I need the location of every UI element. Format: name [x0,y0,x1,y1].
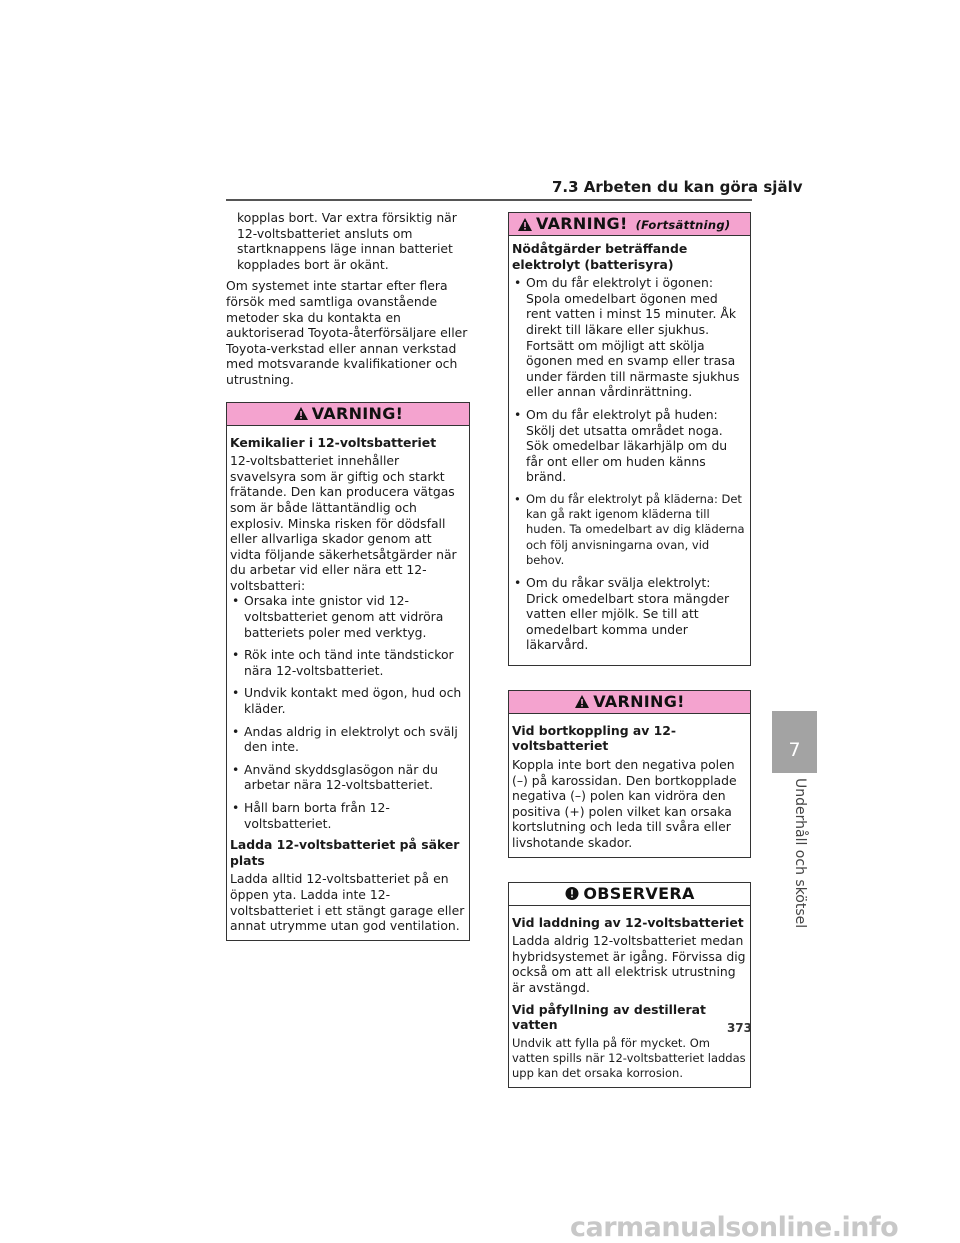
notice-label: OBSERVERA [583,883,695,903]
notice-header [509,883,750,906]
warning-header [227,403,469,426]
warning-heading: Nödåtgärder beträffande elektrolyt (batterisyra) [512,241,688,272]
bullet-item: • Om du råkar svälja elektrolyt: Drick omedelbart stora mängder vatten eller mjölk. Se till att omedelbart komma under läkarvård. [512,575,746,653]
bullet-item: • Om du får elektrolyt på kläderna: Det kan gå rakt igenom kläderna till huden. Ta omedelbart av dig kläderna och följ anvisningarna ovan, vid behov. [512,492,746,568]
chapter-tab [772,711,817,773]
warning-heading: Ladda 12-voltsbatteriet på säker plats [230,837,460,868]
section-title: 7.3 Arbeten du kan göra själv [552,178,803,196]
warning-box-chemicals [226,402,470,941]
bullet-item: • Andas aldrig in elektrolyt och svälj den inte. [230,724,465,755]
notice-box [508,882,751,1089]
bullet-item: • Om du får elektrolyt på huden: Skölj det utsatta området noga. Sök omedelbar läkarhjälp om du får ont eller om huden känns bränd. [512,407,746,485]
warning-header [509,213,750,236]
warning-heading: Vid bortkoppling av 12-voltsbatteriet [512,722,677,754]
warning-box-disconnect [508,690,751,858]
warning-triangle-icon [517,217,533,232]
chapter-title: Underhåll och skötsel [792,778,808,929]
notice-body: Undvik att fylla på för mycket. Om vatten spills när 12-voltsbatteriet laddas upp kan det orsaka korrosion. [512,1035,746,1081]
warning-box-continued [508,212,751,666]
intro-paragraph: Om systemet inte startar efter flera försök med samtliga ovanstående metoder ska du kontakta en auktoriserad Toyota-återförsäljare eller Toyota-verkstad eller annan verkstad med motsvarande kvalifikationer och utrustning. [226,278,468,387]
warning-bullet-list [512,275,746,653]
warning-label: VARNING! [311,403,404,423]
warning-label: VARNING! [536,214,628,234]
left-column [226,210,470,955]
bullet-item: • Undvik kontakt med ögon, hud och kläder. [230,685,465,716]
bullet-item: • Rök inte och tänd inte tändstickor nära 12-voltsbatteriet. [230,647,465,678]
warning-heading: Kemikalier i 12-voltsbatteriet [230,434,437,450]
warning-body: Koppla inte bort den negativa polen (–) på karossidan. Den bortkopplade negativa (–) polen kan vidröra den positiva (+) polen vilket kan orsaka kortslutning och leda till svåra eller livshotande skador. [512,757,737,851]
bullet-item: • Om du får elektrolyt i ögonen: Spola omedelbart ögonen med rent vatten i minst 15 minuter. Åk direkt till läkare eller sjukhus. Fortsätt om möjligt att skölja ögonen med en svamp eller trasa under färden till närmaste sjukhus eller annan vårdinrättning. [512,275,746,400]
continuation-label: (Fortsättning) [635,217,731,232]
right-column [508,212,751,1102]
notice-heading: Vid laddning av 12-voltsbatteriet [512,914,744,930]
header-divider [226,199,752,201]
warning-label: VARNING! [593,692,685,712]
page-number: 373 [726,1021,752,1035]
warning-bullet-list [230,593,465,831]
notice-icon [564,886,580,901]
warning-triangle-icon [574,694,590,709]
bullet-item: • Håll barn borta från 12-voltsbatteriet. [230,800,465,831]
notice-body: Ladda aldrig 12-voltsbatteriet medan hybridsystemet är igång. Förvissa dig också om att all elektrisk utrustning är avstängd. [512,933,746,996]
notice-heading: Vid påfyllning av destillerat vatten [512,1001,706,1033]
warning-header [509,691,750,714]
chapter-number: 7 [788,739,801,761]
bullet-item: • Använd skyddsglasögon när du arbetar nära 12-voltsbatteriet. [230,762,465,793]
warning-body: Ladda alltid 12-voltsbatteriet på en öppen yta. Ladda inte 12-voltsbatteriet i ett stängt garage eller annat utrymme utan god ventilation. [230,871,465,934]
warning-body: 12-voltsbatteriet innehåller svavelsyra som är giftig och starkt frätande. Den kan producera vätgas som är både lättantändlig och explosiv. Minska risken för dödsfall eller allvarliga skador genom att vidta följande säkerhetsåtgärder när du arbetar vid eller nära ett 12-voltsbatteri: [230,453,457,593]
intro-text: kopplas bort. Var extra försiktig när 12-voltsbatteriet ansluts om startknappens läge innan batteriet kopplades bort är okänt. [237,210,457,272]
watermark: carmanualsonline.info [570,1212,899,1243]
warning-triangle-icon [293,406,309,421]
bullet-item: • Orsaka inte gnistor vid 12-voltsbatteriet genom att vidröra batteriets poler med verktyg. [230,593,465,640]
